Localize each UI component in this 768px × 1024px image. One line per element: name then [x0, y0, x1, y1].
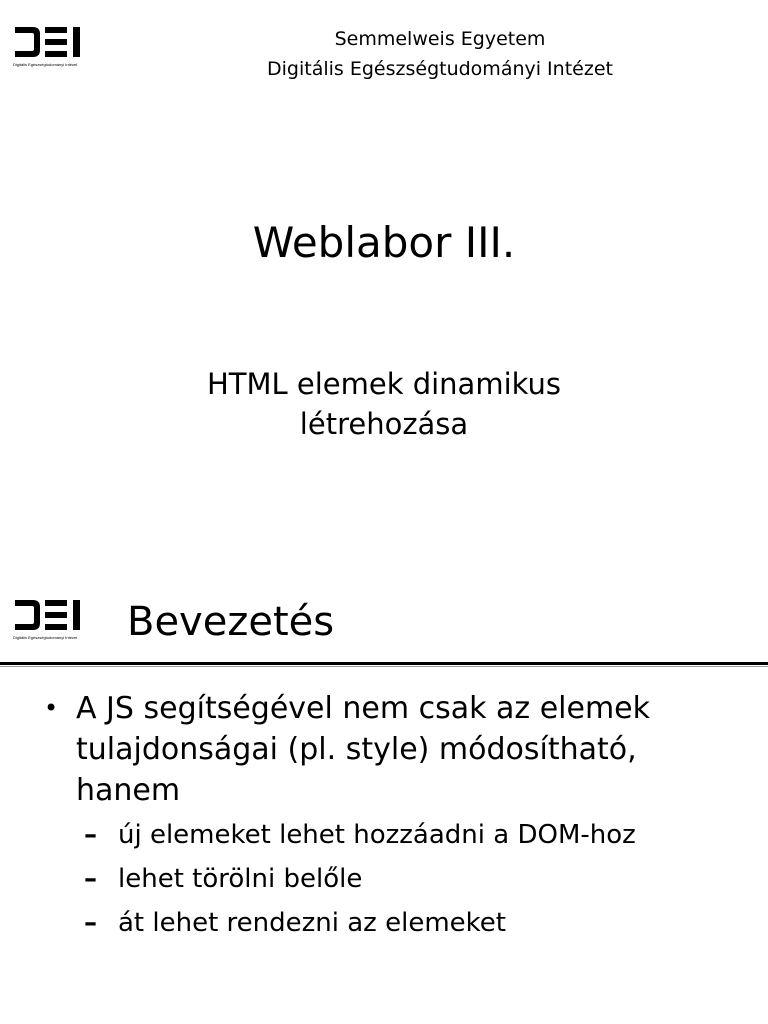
- bullet-line-1: A JS segítségével nem csak az elemek: [76, 691, 650, 726]
- sub-bullet-item: – lehet törölni belőle: [84, 857, 744, 901]
- sub-bullet-item: – új elemeket lehet hozzáadni a DOM-hoz: [84, 813, 744, 857]
- subtitle-line-2: létrehozása: [299, 407, 469, 441]
- bullet-item: [44, 688, 744, 945]
- dei-logo-mark: [13, 24, 93, 60]
- sub-bullet-item: – át lehet rendezni az elemeket: [84, 901, 744, 945]
- sub-bullet-list: [76, 813, 744, 945]
- bullet-line-3: hanem: [76, 773, 181, 808]
- slide-heading: Bevezetés: [127, 599, 335, 645]
- dei-logo: [13, 597, 93, 647]
- university-name: Semmelweis Egyetem: [334, 28, 546, 50]
- presentation-subtitle: [0, 364, 768, 444]
- dei-logo: [13, 24, 93, 74]
- logo-caption: Digitális Egészségtudományi Intézet: [13, 62, 78, 67]
- heading-divider: [0, 662, 768, 665]
- heading-divider-shadow: [0, 666, 768, 667]
- institute-name: Digitális Egészségtudományi Intézet: [267, 58, 613, 80]
- bullet-line-2: tulajdonságai (pl. style) módosítható,: [76, 732, 637, 767]
- bullet-list: [44, 688, 744, 945]
- dei-logo-mark: [13, 597, 93, 633]
- logo-caption: Digitális Egészségtudományi Intézet: [13, 635, 78, 640]
- slide-introduction: [0, 580, 768, 1024]
- subtitle-line-1: HTML elemek dinamikus: [206, 367, 562, 401]
- presentation-title: Weblabor III.: [252, 218, 516, 267]
